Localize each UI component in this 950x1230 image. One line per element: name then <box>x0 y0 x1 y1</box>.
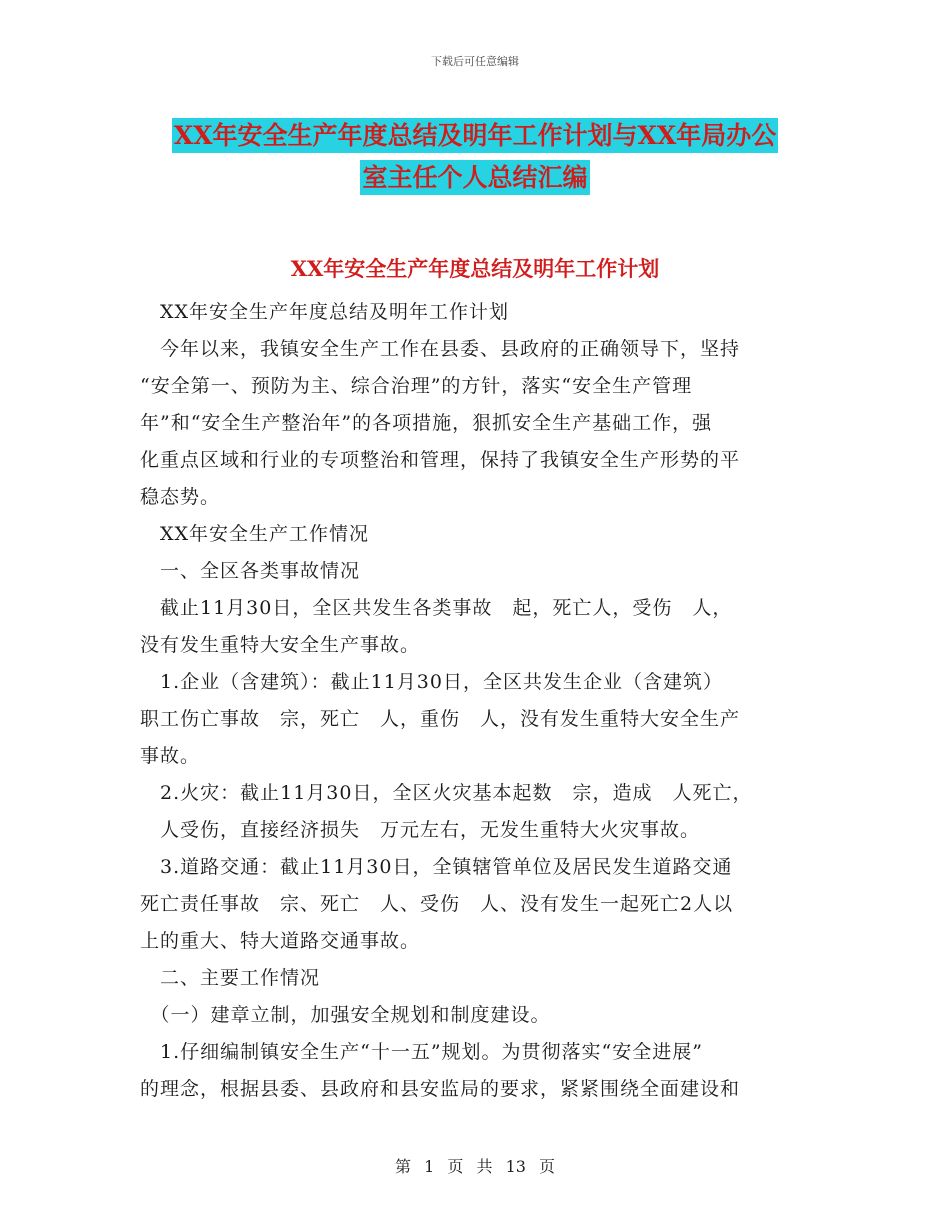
body-line: 上的重大、特大道路交通事故。 <box>140 930 421 952</box>
main-title-text-2: 室主任个人总结汇编 <box>360 160 589 195</box>
footer-prefix: 第 <box>394 1157 411 1176</box>
body-line: 人受伤，直接经济损失 万元左右，无发生重特大火灾事故。 <box>140 819 701 841</box>
body-line: 事故。 <box>140 745 201 767</box>
header-note: 下载后可任意编辑 <box>431 55 519 68</box>
footer-page-number: 1 <box>424 1157 435 1176</box>
main-title-line-2 <box>0 158 950 194</box>
body-line: 2.火灾：截止11月30日，全区火灾基本起数 宗，造成 人死亡， <box>140 782 753 804</box>
body-line: “安全第一、预防为主、综合治理”的方针，落实“安全生产管理 <box>140 375 693 397</box>
footer-total-pages: 13 <box>505 1157 526 1176</box>
body-line: 今年以来，我镇安全生产工作在县委、县政府的正确领导下，坚持 <box>140 338 741 360</box>
main-title-text-1: XX年安全生产年度总结及明年工作计划与XX年局办公 <box>172 118 779 153</box>
body-line: 1.企业（含建筑）：截止11月30日，全区共发生企业（含建筑） <box>140 671 723 693</box>
body-line: 职工伤亡事故 宗，死亡 人，重伤 人，没有发生重特大安全生产 <box>140 708 741 730</box>
section-title: XX年安全生产年度总结及明年工作计划 <box>290 256 660 281</box>
footer-page-label: 页 <box>447 1157 464 1176</box>
body-line: XX年安全生产年度总结及明年工作计划 <box>140 301 510 323</box>
body-line: 1.仔细编制镇安全生产“十一五”规划。为贯彻落实“安全进展” <box>140 1041 703 1063</box>
page-footer <box>0 1154 950 1177</box>
body-line: XX年安全生产工作情况 <box>140 523 370 545</box>
body-line: 化重点区域和行业的专项整治和管理，保持了我镇安全生产形势的平 <box>140 449 741 471</box>
footer-suffix: 页 <box>539 1157 556 1176</box>
body-line: （一）建章立制，加强安全规划和制度建设。 <box>140 1004 551 1026</box>
body-line: 没有发生重特大安全生产事故。 <box>140 634 421 656</box>
main-title-line-1 <box>0 116 950 152</box>
body-line: 的理念，根据县委、县政府和县安监局的要求，紧紧围绕全面建设和 <box>140 1078 741 1100</box>
body-line: 稳态势。 <box>140 486 221 508</box>
body-line: 3.道路交通：截止11月30日，全镇辖管单位及居民发生道路交通 <box>140 856 733 878</box>
body-line: 年”和“安全生产整治年”的各项措施，狠抓安全生产基础工作，强 <box>140 412 713 434</box>
body-line: 截止11月30日，全区共发生各类事故 起，死亡人，受伤 人， <box>140 597 733 619</box>
footer-total-label: 共 <box>476 1157 493 1176</box>
body-line: 死亡责任事故 宗、死亡 人、受伤 人、没有发生一起死亡2人以 <box>140 893 734 915</box>
body-line: 一、全区各类事故情况 <box>140 560 361 582</box>
body-line: 二、主要工作情况 <box>140 967 321 989</box>
